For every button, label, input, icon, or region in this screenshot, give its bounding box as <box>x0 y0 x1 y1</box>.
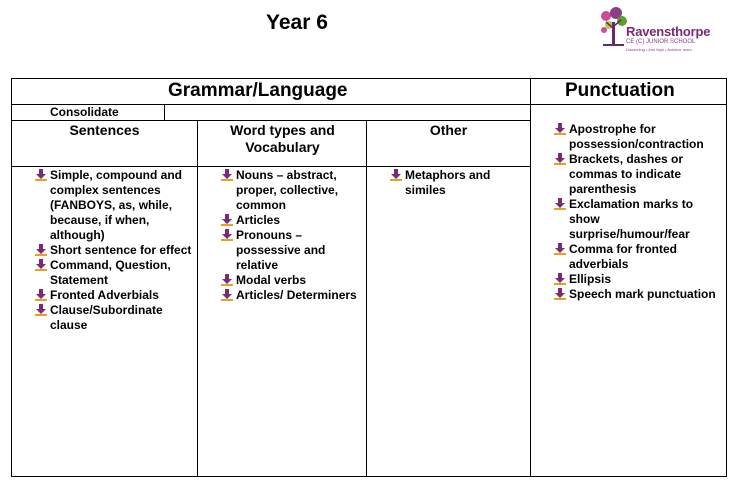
consolidate-bottom-border <box>11 120 531 121</box>
sentences-list <box>34 168 194 333</box>
table-top-border <box>11 78 727 79</box>
down-arrow-bullet-icon <box>221 169 233 181</box>
table-right-border <box>726 78 727 477</box>
column-heading-divider <box>11 166 531 167</box>
table-bottom-border <box>11 476 727 477</box>
down-arrow-bullet-icon <box>221 289 233 301</box>
down-arrow-bullet-icon <box>554 288 566 300</box>
down-arrow-bullet-icon <box>35 259 47 271</box>
down-arrow-bullet-icon <box>554 198 566 210</box>
column-divider-2 <box>366 120 367 477</box>
word-types-heading: Word types and Vocabulary <box>230 122 335 155</box>
consolidate-divider <box>164 104 165 121</box>
page-title: Year 6 <box>266 11 328 34</box>
consolidate-label: Consolidate <box>50 105 119 119</box>
down-arrow-bullet-icon <box>35 169 47 181</box>
list-item: Exclamation marks to show surprise/humour/fear <box>553 197 723 242</box>
list-item: Modal verbs <box>220 273 365 288</box>
list-item: Comma for fronted adverbials <box>553 242 723 272</box>
school-logo <box>598 4 710 60</box>
punctuation-header: Punctuation <box>565 80 675 101</box>
down-arrow-bullet-icon <box>554 153 566 165</box>
down-arrow-bullet-icon <box>554 243 566 255</box>
list-item: Command, Question, Statement <box>34 258 194 288</box>
list-item: Nouns – abstract, proper, collective, common <box>220 168 365 213</box>
other-heading: Other <box>429 122 468 138</box>
list-item: Brackets, dashes or commas to indicate parenthesis <box>553 152 723 197</box>
down-arrow-bullet-icon <box>221 229 233 241</box>
column-divider-1 <box>197 120 198 477</box>
down-arrow-bullet-icon <box>554 273 566 285</box>
punctuation-list <box>553 122 723 302</box>
down-arrow-bullet-icon <box>35 244 47 256</box>
down-arrow-bullet-icon <box>221 214 233 226</box>
list-item: Articles <box>220 213 365 228</box>
down-arrow-bullet-icon <box>35 289 47 301</box>
logo-subtitle: CE (C) JUNIOR SCHOOL <box>626 39 696 45</box>
word-types-list <box>220 168 365 303</box>
down-arrow-bullet-icon <box>35 304 47 316</box>
list-item: Fronted Adverbials <box>34 288 194 303</box>
list-item: Short sentence for effect <box>34 243 194 258</box>
down-arrow-bullet-icon <box>390 169 402 181</box>
list-item: Simple, compound and complex sentences (FANBOYS, as, while, because, if when, although) <box>34 168 194 243</box>
list-item: Articles/ Determiners <box>220 288 365 303</box>
list-item: Apostrophe for possession/contraction <box>553 122 723 152</box>
list-item: Ellipsis <box>553 272 723 287</box>
down-arrow-bullet-icon <box>221 274 233 286</box>
down-arrow-bullet-icon <box>554 123 566 135</box>
list-item: Speech mark punctuation <box>553 287 723 302</box>
logo-motto: Discerning • Aim high • Achieve more <box>626 47 692 52</box>
list-item: Clause/Subordinate clause <box>34 303 194 333</box>
logo-school-name: Ravensthorpe <box>626 24 711 39</box>
grammar-header: Grammar/Language <box>168 80 348 101</box>
list-item: Pronouns – possessive and relative <box>220 228 365 273</box>
tree-logo-icon <box>598 6 628 48</box>
grammar-punctuation-divider <box>530 78 531 477</box>
list-item: Metaphors and similes <box>389 168 514 198</box>
other-list <box>389 168 514 198</box>
sentences-heading: Sentences <box>69 122 140 138</box>
